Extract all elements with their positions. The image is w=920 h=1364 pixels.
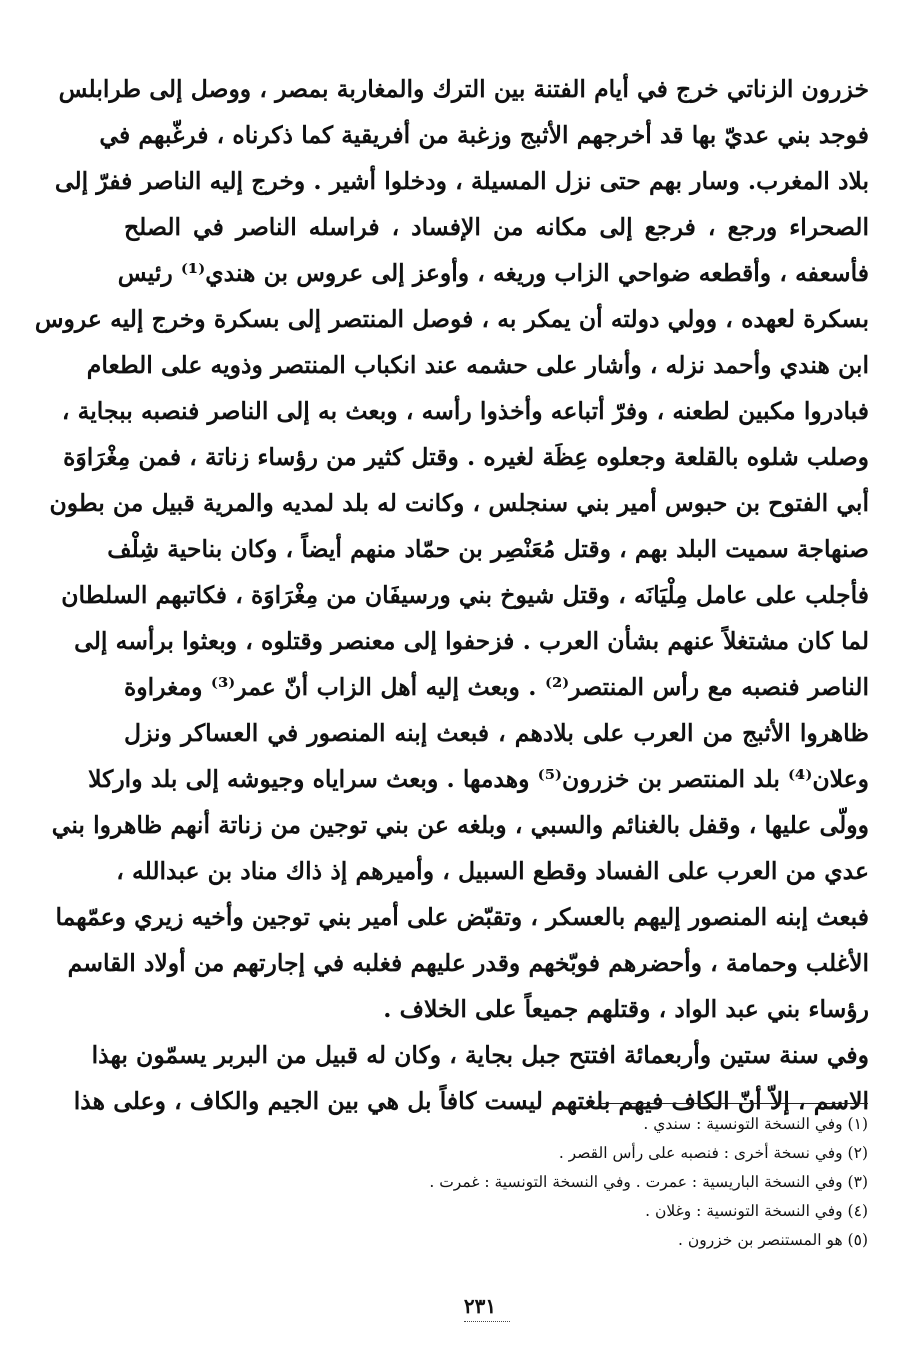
text-line: فبعث إبنه المنصور إليهم بالعسكر ، وتقبّض على أمير بني توجين وأخيه زيري وعمّهما — [55, 903, 869, 931]
text-line: وصلب شلوه بالقلعة وجعلوه عِظَة لغيره . وقتل كثير من رؤساء زناتة ، فمن مِغْرَاوَة — [63, 443, 869, 471]
text-line: بلاد المغرب. وسار بهم حتى نزل المسيلة ، ودخلوا أشير . وخرج إليه الناصر ففرّ إلى — [54, 167, 869, 195]
text-line: وعلان⁽⁴⁾ بلد المنتصر بن خزرون⁽⁵⁾ وهدمها . وبعث سراياه وجيوشه إلى بلد واركلا — [88, 765, 869, 793]
text-line: خزرون الزناتي خرج في أيام الفتنة بين الترك والمغاربة بمصر ، ووصل إلى طرابلس — [58, 75, 869, 103]
page-number: ٢٣١ — [463, 1294, 497, 1318]
main-text — [34, 66, 869, 1124]
text-line: أبي الفتوح بن حبوس أمير بني سنجلس ، وكانت له بلد لمديه والمرية قبيل من بطون — [49, 489, 869, 517]
text-line: ابن هندي وأحمد نزله ، وأشار على حشمه عند انكباب المنتصر وذويه على الطعام — [86, 351, 869, 379]
footnote: (٣) وفي النسخة الباريسية : عمرت . وفي النسخة التونسية : غمرت . — [429, 1173, 868, 1191]
text-line: رؤساء بني عبد الواد ، وقتلهم جميعاً على الخلاف . — [383, 995, 869, 1023]
footnote: (١) وفي النسخة التونسية : سندي . — [643, 1115, 868, 1133]
footnote: (٤) وفي النسخة التونسية : وغلان . — [645, 1202, 868, 1220]
text-line: فوجد بني عديّ بها قد أخرجهم الأثبج وزغبة من أفريقية كما ذكرناه ، فرغّبهم في — [99, 121, 869, 149]
text-line: عدي من العرب على الفساد وقطع السبيل ، وأميرهم إذ ذاك مناد بن عبدالله ، — [116, 857, 869, 885]
text-line: الاسم ، إلاّ أنّ الكاف فيهم بلغتهم ليست كافاً بل هي بين الجيم والكاف ، وعلى هذا — [73, 1087, 869, 1115]
text-line: فأسعفه ، وأقطعه ضواحي الزاب وريغه ، وأوعز إلى عروس بن هندي⁽¹⁾ رئيس — [117, 259, 869, 287]
text-line: لما كان مشتغلاً عنهم بشأن العرب . فزحفوا إلى معنصر وقتلوه ، وبعثوا برأسه إلى — [74, 627, 869, 655]
text-line: وولّى عليها ، وقفل بالغنائم والسبي ، وبلغه عن بني توجين من زناتة أنهم ظاهروا بني — [51, 811, 869, 839]
footnotes — [300, 1110, 868, 1255]
text-line: صنهاجة سميت البلد بهم ، وقتل مُعَنْصِر بن حمّاد منهم أيضاً ، وكان بناحية شِلْف — [107, 535, 869, 563]
text-line: ظاهروا الأثبج من العرب على بلادهم ، فبعث إبنه المنصور في العساكر ونزل — [124, 719, 869, 747]
text-line: فبادروا مكبين لطعنه ، وفرّ أتباعه وأخذوا رأسه ، وبعث به إلى الناصر فنصبه ببجاية ، — [61, 397, 869, 425]
footnote-divider — [600, 1103, 868, 1104]
footnote: (٥) هو المستنصر بن خزرون . — [678, 1231, 868, 1249]
text-line: الصحراء ورجع ، فرجع إلى مكانه من الإفساد ، فراسله الناصر في الصلح — [124, 213, 869, 241]
footnote: (٢) وفي نسخة أخرى : فنصبه على رأس القصر . — [558, 1144, 868, 1162]
text-line: فأجلب على عامل مِلْيَانَه ، وقتل شيوخ بني ورسيفَان من مِغْرَاوَة ، فكاتبهم السلطان — [61, 581, 869, 609]
text-line: بسكرة لعهده ، وولي دولته أن يمكر به ، فوصل المنتصر إلى بسكرة وخرج إليه عروس — [34, 305, 869, 333]
text-line: الأغلب وحمامة ، وأحضرهم فوبّخهم وقدر عليهم فغلبه في إجارتهم من أولاد القاسم — [67, 949, 869, 977]
page-number-underline — [464, 1321, 510, 1322]
text-line: الناصر فنصبه مع رأس المنتصر⁽²⁾ . وبعث إليه أهل الزاب أنّ عمر⁽³⁾ ومغراوة — [124, 673, 869, 701]
text-line: وفي سنة ستين وأربعمائة افتتح جبل بجاية ، وكان له قبيل من البربر يسمّون بهذا — [91, 1041, 869, 1069]
